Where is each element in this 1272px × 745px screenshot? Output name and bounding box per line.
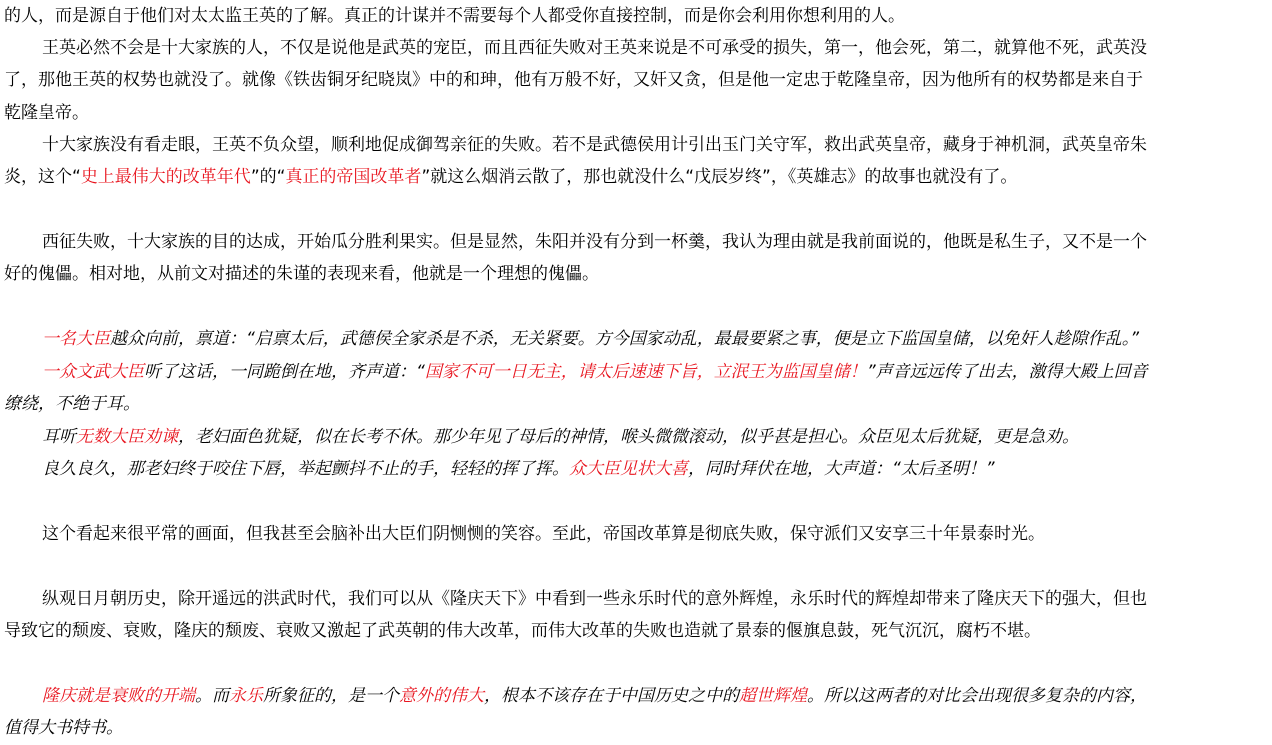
text-segment: ，同时拜伏在地，大声道：“太后圣明！”: [688, 459, 995, 479]
text-segment: 听了这话，一同跪倒在地，齐声道：“: [144, 362, 425, 382]
text-line: [4, 64, 1266, 96]
quote-empress-hesitates: [4, 421, 1266, 453]
text-line: [4, 226, 1266, 258]
text-segment: ”的“: [250, 167, 286, 188]
text-segment: 缭绕，不绝于耳。: [4, 394, 140, 415]
text-line: [4, 712, 1266, 744]
text-segment: 好的傀儡。相对地，从前文对描述的朱谨的表现来看，他就是一个理想的傀儡。: [4, 264, 599, 285]
paragraph-history-overview: [4, 583, 1266, 648]
quote-empress-approves: [4, 453, 1266, 485]
text-line: [4, 583, 1266, 615]
text-line: [4, 161, 1266, 193]
text-segment: 。所以这两者的对比会出现很多复杂的内容，: [807, 686, 1147, 706]
text-segment: ，根本不该存在于中国历史之中的: [484, 686, 739, 706]
text-segment: 导致它的颓废、衰败，隆庆的颓废、衰败又激起了武英朝的伟大改革，而伟大改革的失败也造就了景泰的偃旗息鼓，死气沉沉，腐朽不堪。: [4, 621, 1041, 642]
text-segment: ，老妇面色犹疑，似在长考不休。那少年见了母后的神情，喉头微微滚动，似乎甚是担心。众臣见太后犹疑，更是急劝。: [178, 427, 1079, 447]
text-segment: 耳听: [42, 427, 76, 447]
text-line: [4, 388, 1266, 420]
highlighted-phrase: 众大臣见状大喜: [569, 459, 688, 479]
text-segment: 王英必然不会是十大家族的人，不仅是说他是武英的宠臣，而且西征失败对王英来说是不可承受的损失，第一，他会死，第二，就算他不死，武英没: [42, 38, 1147, 58]
paragraph-wang-ying: [4, 32, 1266, 129]
quote-minister-proposal: [4, 323, 1266, 355]
text-segment: 乾隆皇帝。: [4, 102, 89, 123]
text-line: [4, 129, 1266, 161]
text-line: [4, 323, 1266, 355]
text-line: [4, 518, 1266, 550]
highlighted-phrase: 超世辉煌: [739, 686, 807, 706]
text-segment: 良久良久，那老妇终于咬住下唇，举起颤抖不止的手，轻轻的挥了挥。: [42, 459, 569, 479]
text-line: [4, 97, 1266, 129]
highlighted-phrase: 一众文武大臣: [42, 362, 144, 382]
text-segment: 西征失败，十大家族的目的达成，开始瓜分胜利果实。但是显然，朱阳并没有分到一杯羹，我认为理由就是我前面说的，他既是私生子，又不是一个: [42, 232, 1147, 252]
paragraph-intro: [4, 0, 1266, 32]
text-line: [4, 680, 1266, 712]
text-segment: ”就这么烟消云散了，那也就没什么“戊辰岁终”，《英雄志》的故事也就没有了。: [421, 167, 1018, 188]
text-segment: 纵观日月朝历史，除开遥远的洪武时代，我们可以从《隆庆天下》中看到一些永乐时代的意外辉煌，永乐时代的辉煌却带来了隆庆天下的强大，但也: [42, 589, 1147, 609]
highlighted-phrase: 国家不可一日无主，请太后速速下旨，立泯王为监国皇储！: [424, 362, 867, 382]
text-segment: 了，那他王英的权势也就没了。就像《铁齿铜牙纪晓岚》中的和珅，他有万般不好，又奸又贪，但是他一定忠于乾隆皇帝，因为他所有的权势都是来自于: [4, 70, 1143, 91]
text-segment: 。而: [195, 686, 229, 706]
text-segment: 这个看起来很平常的画面，但我甚至会脑补出大臣们阴恻恻的笑容。至此，帝国改革算是彻底失败，保守派们又安享三十年景泰时光。: [42, 524, 1045, 544]
text-segment: 越众向前，禀道：“启禀太后，武德侯全家杀是不杀，无关紧要。方今国家动乱，最最要紧之事，便是立下监国皇储，以免奸人趁隙作乱。”: [110, 329, 1140, 349]
paragraph-ten-families: [4, 129, 1266, 194]
highlighted-phrase: 隆庆就是衰败的开端: [42, 686, 195, 706]
text-line: [4, 453, 1266, 485]
text-line: [4, 356, 1266, 388]
paragraph-conclusion: [4, 680, 1266, 745]
text-line: [4, 258, 1266, 290]
quote-ministers-kneel: [4, 356, 1266, 421]
highlighted-phrase: 永乐: [229, 686, 263, 706]
highlighted-phrase: 史上最伟大的改革年代: [80, 167, 251, 188]
text-segment: 的人，而是源自于他们对太太监王英的了解。真正的计谋并不需要每个人都受你直接控制，而是你会利用你想利用的人。: [4, 6, 905, 26]
text-segment: 所象征的，是一个: [263, 686, 399, 706]
highlighted-phrase: 一名大臣: [42, 329, 110, 349]
highlighted-phrase: 意外的伟大: [399, 686, 484, 706]
paragraph-western-campaign: [4, 226, 1266, 291]
highlighted-phrase: 无数大臣劝谏: [76, 427, 178, 447]
paragraph-conservatives: [4, 518, 1266, 550]
text-line: [4, 0, 1266, 32]
text-segment: 炎，这个“: [4, 167, 81, 188]
highlighted-phrase: 真正的帝国改革者: [285, 167, 422, 188]
text-segment: ”声音远远传了出去，激得大殿上回音: [866, 362, 1148, 382]
text-line: [4, 615, 1266, 647]
text-line: [4, 421, 1266, 453]
text-line: [4, 32, 1266, 64]
text-segment: 值得大书特书。: [4, 718, 123, 739]
text-segment: 十大家族没有看走眼，王英不负众望，顺利地促成御驾亲征的失败。若不是武德侯用计引出玉门关守军，救出武英皇帝，藏身于神机洞，武英皇帝朱: [42, 135, 1147, 155]
